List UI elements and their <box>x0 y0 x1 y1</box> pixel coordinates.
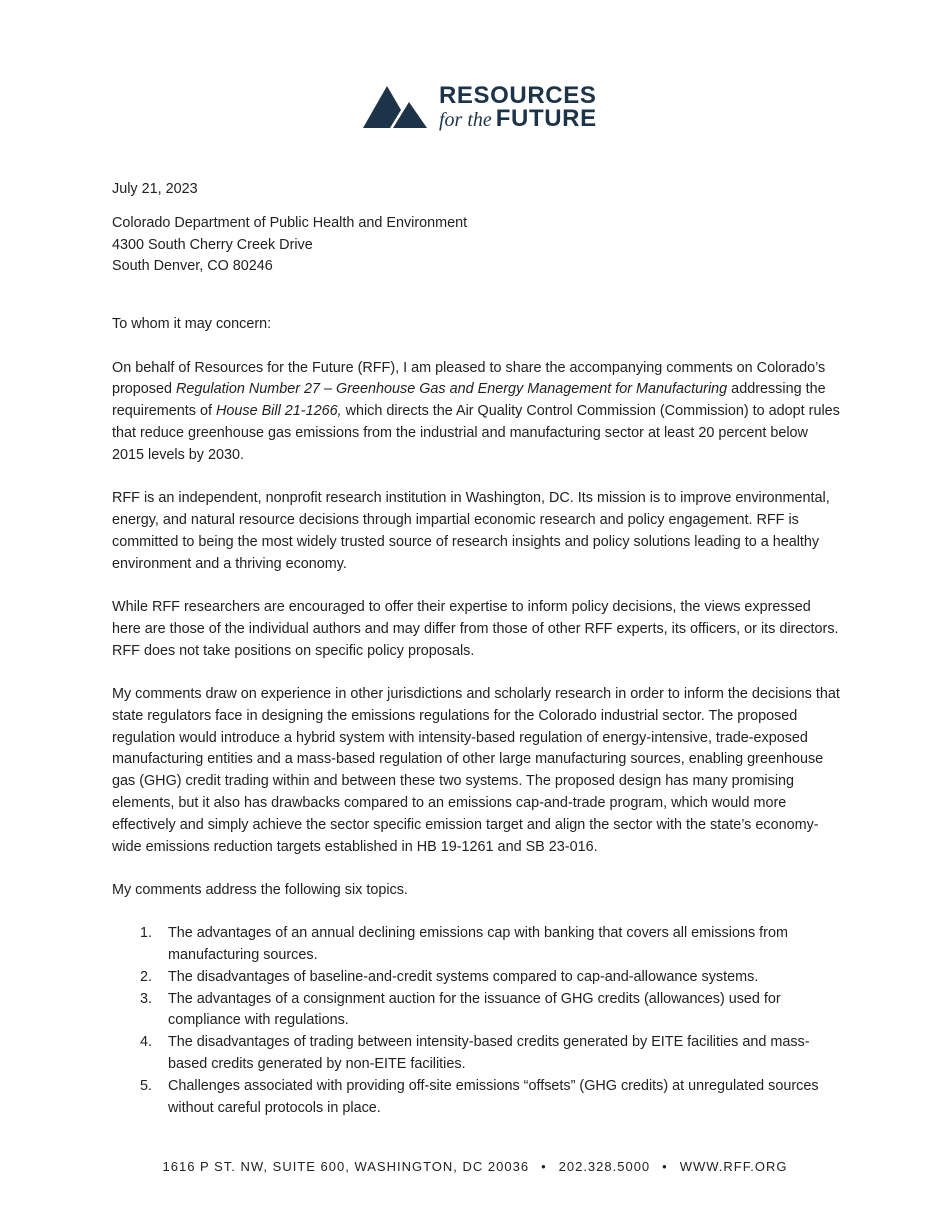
footer-website: WWW.RFF.ORG <box>679 1159 788 1174</box>
list-item: 4. The disadvantages of trading between intensity-based credits generated by EITE facilities and mass-based credits generated by non-EITE facilities. <box>140 1034 810 1073</box>
footer-separator: • <box>662 1159 668 1174</box>
regulation-title: Regulation Number 27 – Greenhouse Gas and Energy Management for Manufacturing <box>176 381 728 398</box>
list-item: 3. The advantages of a consignment auction for the issuance of GHG credits (allowances) used for compliance with regulations. <box>140 990 781 1029</box>
recipient-line: South Denver, CO 80246 <box>112 258 273 275</box>
topics-list <box>112 923 842 1119</box>
recipient-address <box>112 213 842 278</box>
logo-future: FUTURE <box>495 105 597 132</box>
bill-name: House Bill 21-1266, <box>215 403 342 420</box>
paragraph-intro: On behalf of Resources for the Future (RFF), I am pleased to share the accompanying comments on Colorado’s proposed Regulation Number 27 – Greenhouse Gas and Energy Management for Manufacturing addressing the requirements of House Bill 21-1266, which directs the Air Quality Control Commission (Commission) to adopt rules that reduce greenhouse gas emissions from the industrial and manufacturing sector at least 20 percent below 2015 levels by 2030. <box>112 359 840 463</box>
paragraph-rff-about: RFF is an independent, nonprofit research institution in Washington, DC. Its mission is to improve environmental, energy, and natural resource decisions through impartial economic research and policy engagement. RFF is committed to being the most widely trusted source of research insights and policy solutions leading to a healthy environment and a thriving economy. <box>112 490 830 572</box>
footer-phone: 202.328.5000 <box>558 1159 651 1174</box>
letter-date: July 21, 2023 <box>112 181 198 197</box>
list-item: 2. The disadvantages of baseline-and-credit systems compared to cap-and-allowance systems. <box>140 968 759 985</box>
logo-wordmark-line2 <box>439 106 597 135</box>
rff-logo <box>363 82 597 132</box>
recipient-line: 4300 South Cherry Creek Drive <box>112 236 313 253</box>
recipient-line: Colorado Department of Public Health and Environment <box>112 214 468 231</box>
list-item: 1. The advantages of an annual declining emissions cap with banking that covers all emissions from manufacturing sources. <box>140 925 788 964</box>
paragraph-disclaimer: While RFF researchers are encouraged to offer their expertise to inform policy decisions, the views expressed here are those of the individual authors and may differ from those of other RFF experts, its officers, or its directors. RFF does not take positions on specific policy proposals. <box>112 598 839 659</box>
footer-address: 1616 P ST. NW, SUITE 600, WASHINGTON, DC 20036 <box>162 1159 530 1174</box>
paragraph-topics-intro: My comments address the following six topics. <box>112 881 408 898</box>
logo-wordmark-line1: RESOURCES <box>439 82 597 109</box>
salutation: To whom it may concern: <box>112 316 272 333</box>
list-item: 5. Challenges associated with providing off-site emissions “offsets” (GHG credits) at unregulated sources without careful protocols in place. <box>140 1077 819 1116</box>
paragraph-comments: My comments draw on experience in other jurisdictions and scholarly research in order to inform the decisions that state regulators face in designing the emissions regulations for the Colorado industrial sector. The proposed regulation would introduce a hybrid system with intensity-based regulation of energy-intensive, trade-exposed manufacturing entities and a mass-based regulation of other large manufacturing sources, enabling greenhouse gas (GHG) credit trading within and between these two systems. The proposed design has many promising elements, but it also has drawbacks compared to an emissions cap-and-trade program, which would more effectively and simply achieve the sector specific emission target and align the sector with the state’s economy-wide emissions reduction targets established in HB 19-1261 and SB 23-016. <box>112 685 840 855</box>
page-footer <box>0 1156 950 1178</box>
letter-body <box>112 179 842 1119</box>
footer-separator: • <box>541 1159 547 1174</box>
mountain-logo-icon <box>363 86 429 130</box>
logo-for-the: for the <box>439 109 492 131</box>
